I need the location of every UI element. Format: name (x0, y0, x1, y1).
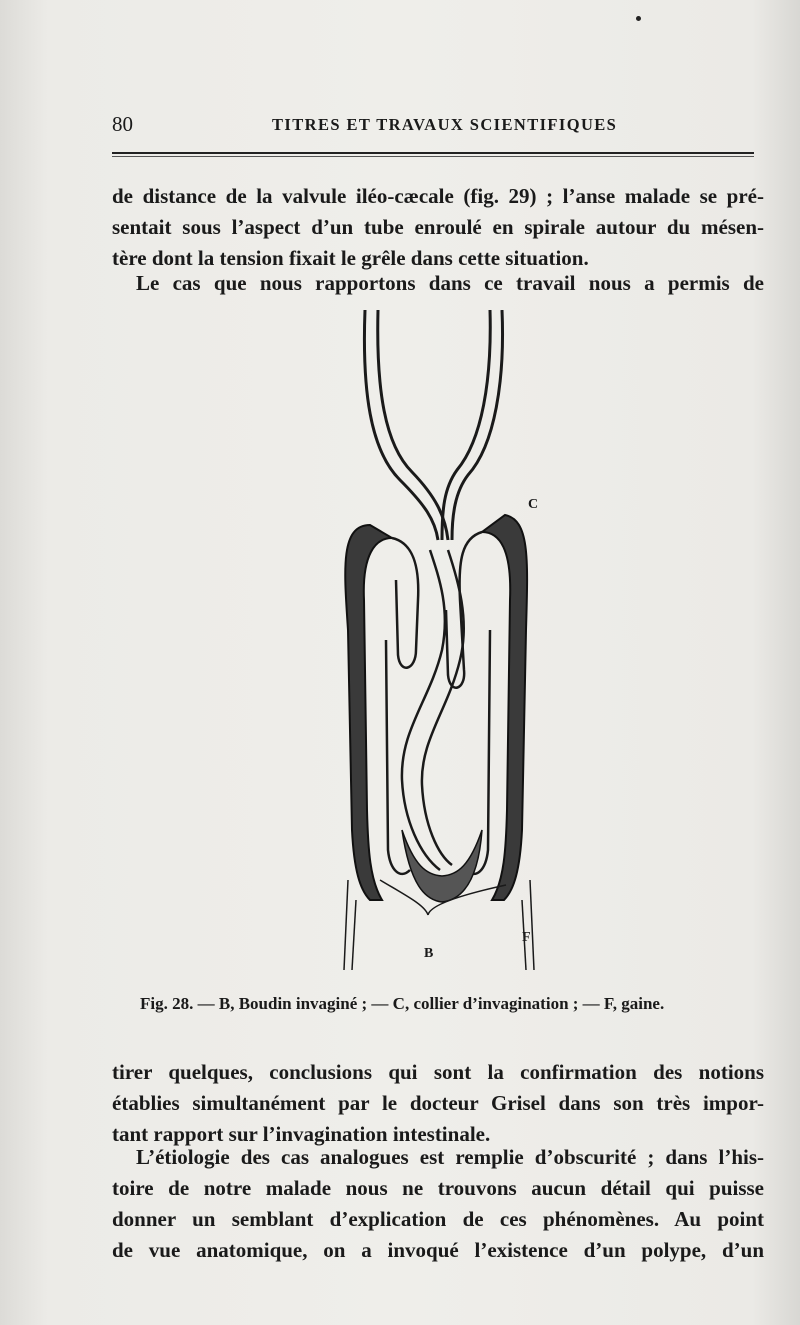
page-header (112, 112, 752, 144)
text-line: toire de notre malade nous ne trouvons aucun détail qui puisse (112, 1176, 764, 1200)
text-line: donner un semblant d’explication de ces phénomènes. Au point (112, 1207, 764, 1231)
label-b: B (424, 946, 434, 961)
header-rule (112, 152, 754, 157)
paragraph-bottom (112, 1057, 764, 1150)
paragraph-second (112, 268, 764, 299)
figure-caption: Fig. 28. — B, Boudin invaginé ; — C, collier d’invagination ; — F, gaine. (140, 994, 665, 1013)
text-line: tirer quelques, conclusions qui sont la confirmation des notions (112, 1060, 764, 1084)
label-c: C (528, 497, 539, 512)
text-line: de distance de la valvule iléo-cæcale (fig. 29) ; l’anse malade se pré- (112, 184, 764, 208)
page-number: 80 (112, 112, 133, 136)
text-line: Le cas que nous rapportons dans ce travail nous a permis de (136, 271, 764, 295)
text-line: tère dont la tension fixait le grêle dans cette situation. (112, 246, 589, 270)
ink-speck (636, 16, 641, 21)
paragraph-last (112, 1142, 764, 1266)
text-line: tant rapport sur l’invagination intestinale. (112, 1122, 491, 1146)
running-head: TITRES ET TRAVAUX SCIENTIFIQUES (272, 115, 618, 134)
label-f: F (522, 930, 531, 945)
text-line: établies simultanément par le docteur Grisel dans son très impor- (112, 1091, 764, 1115)
paragraph-top (112, 181, 764, 274)
text-line: L’étiologie des cas analogues est remplie d’obscurité ; dans l’his- (136, 1145, 764, 1169)
invagination-figure (330, 310, 550, 970)
text-line: de vue anatomique, on a invoqué l’existence d’un polype, d’un (112, 1238, 764, 1262)
text-line: sentait sous l’aspect d’un tube enroulé en spirale autour du mésen- (112, 215, 764, 239)
